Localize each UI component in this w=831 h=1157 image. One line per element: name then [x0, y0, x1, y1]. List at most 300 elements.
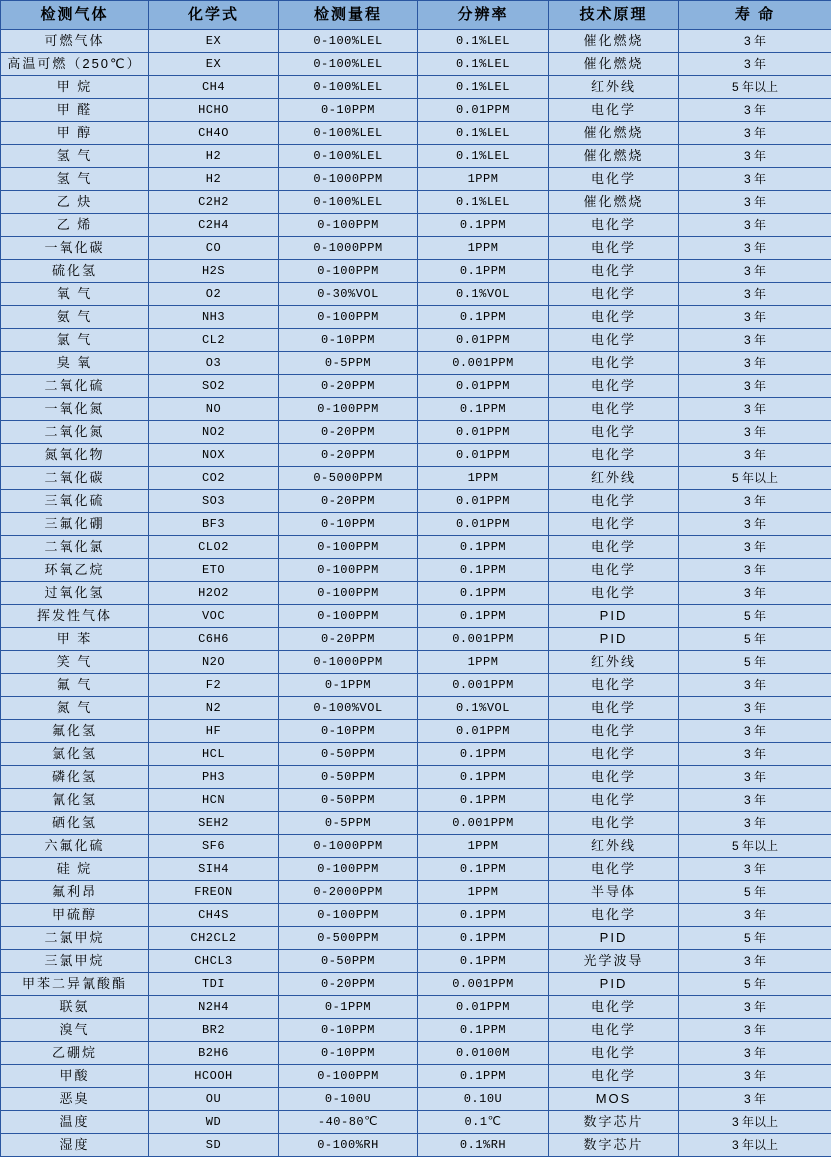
cell-range: 0-100PPM — [279, 260, 418, 283]
cell-gas: 硅 烷 — [1, 858, 149, 881]
cell-range: 0-100%LEL — [279, 53, 418, 76]
cell-range: 0-100%LEL — [279, 76, 418, 99]
cell-principle: 电化学 — [549, 697, 679, 720]
cell-resolution: 0.1PPM — [418, 214, 549, 237]
cell-formula: BR2 — [149, 1019, 279, 1042]
cell-lifetime: 3 年 — [679, 352, 831, 375]
cell-lifetime: 3 年 — [679, 697, 831, 720]
cell-resolution: 0.01PPM — [418, 99, 549, 122]
cell-range: -40-80℃ — [279, 1111, 418, 1134]
cell-principle: PID — [549, 605, 679, 628]
cell-gas: 氢 气 — [1, 145, 149, 168]
cell-formula: HCL — [149, 743, 279, 766]
cell-gas: 氯 气 — [1, 329, 149, 352]
cell-gas: 氟化氢 — [1, 720, 149, 743]
cell-principle: 红外线 — [549, 76, 679, 99]
table-row — [1, 329, 831, 352]
cell-range: 0-100PPM — [279, 858, 418, 881]
table-row — [1, 950, 831, 973]
cell-range: 0-10PPM — [279, 99, 418, 122]
cell-resolution: 0.1%LEL — [418, 191, 549, 214]
cell-resolution: 0.1PPM — [418, 605, 549, 628]
cell-range: 0-100%LEL — [279, 191, 418, 214]
table-row — [1, 1088, 831, 1111]
cell-lifetime: 5 年以上 — [679, 76, 831, 99]
cell-formula: FREON — [149, 881, 279, 904]
cell-formula: N2O — [149, 651, 279, 674]
table-row — [1, 260, 831, 283]
table-row — [1, 789, 831, 812]
cell-formula: CO — [149, 237, 279, 260]
cell-resolution: 0.1%RH — [418, 1134, 549, 1157]
table-row — [1, 697, 831, 720]
cell-range: 0-1PPM — [279, 996, 418, 1019]
cell-range: 0-5000PPM — [279, 467, 418, 490]
table-row — [1, 375, 831, 398]
cell-range: 0-100PPM — [279, 559, 418, 582]
cell-lifetime: 3 年 — [679, 858, 831, 881]
table-row — [1, 605, 831, 628]
cell-gas: 挥发性气体 — [1, 605, 149, 628]
cell-principle: 催化燃烧 — [549, 191, 679, 214]
cell-formula: CHCL3 — [149, 950, 279, 973]
cell-resolution: 0.1PPM — [418, 260, 549, 283]
cell-range: 0-100%LEL — [279, 145, 418, 168]
table-row — [1, 1111, 831, 1134]
cell-principle: PID — [549, 927, 679, 950]
cell-resolution: 0.1PPM — [418, 858, 549, 881]
cell-formula: HCHO — [149, 99, 279, 122]
cell-formula: HF — [149, 720, 279, 743]
table-row — [1, 582, 831, 605]
cell-formula: HCN — [149, 789, 279, 812]
cell-range: 0-30%VOL — [279, 283, 418, 306]
cell-principle: 红外线 — [549, 467, 679, 490]
cell-range: 0-100%RH — [279, 1134, 418, 1157]
cell-principle: 电化学 — [549, 904, 679, 927]
table-row — [1, 306, 831, 329]
cell-lifetime: 3 年 — [679, 260, 831, 283]
table-row — [1, 766, 831, 789]
cell-formula: B2H6 — [149, 1042, 279, 1065]
cell-principle: 电化学 — [549, 490, 679, 513]
cell-range: 0-500PPM — [279, 927, 418, 950]
cell-principle: 电化学 — [549, 352, 679, 375]
cell-principle: 电化学 — [549, 513, 679, 536]
cell-formula: SO3 — [149, 490, 279, 513]
cell-resolution: 0.1℃ — [418, 1111, 549, 1134]
cell-resolution: 0.1PPM — [418, 927, 549, 950]
cell-formula: ETO — [149, 559, 279, 582]
cell-principle: 电化学 — [549, 674, 679, 697]
table-row — [1, 881, 831, 904]
table-row — [1, 214, 831, 237]
cell-resolution: 0.01PPM — [418, 444, 549, 467]
cell-gas: 氯化氢 — [1, 743, 149, 766]
cell-formula: BF3 — [149, 513, 279, 536]
cell-resolution: 0.01PPM — [418, 375, 549, 398]
cell-range: 0-100PPM — [279, 536, 418, 559]
table-row — [1, 1134, 831, 1157]
cell-range: 0-50PPM — [279, 950, 418, 973]
cell-resolution: 0.01PPM — [418, 421, 549, 444]
cell-principle: 电化学 — [549, 168, 679, 191]
cell-gas: 二氯甲烷 — [1, 927, 149, 950]
table-row — [1, 145, 831, 168]
cell-formula: H2 — [149, 168, 279, 191]
table-row — [1, 490, 831, 513]
cell-gas: 甲 苯 — [1, 628, 149, 651]
cell-resolution: 1PPM — [418, 168, 549, 191]
cell-lifetime: 3 年 — [679, 237, 831, 260]
cell-lifetime: 3 年 — [679, 1065, 831, 1088]
table-row — [1, 536, 831, 559]
cell-formula: N2 — [149, 697, 279, 720]
cell-resolution: 1PPM — [418, 881, 549, 904]
table-row — [1, 122, 831, 145]
cell-resolution: 0.01PPM — [418, 490, 549, 513]
cell-formula: F2 — [149, 674, 279, 697]
cell-lifetime: 3 年 — [679, 490, 831, 513]
cell-formula: WD — [149, 1111, 279, 1134]
cell-range: 0-20PPM — [279, 444, 418, 467]
cell-resolution: 0.1%VOL — [418, 283, 549, 306]
cell-formula: SF6 — [149, 835, 279, 858]
cell-lifetime: 3 年 — [679, 559, 831, 582]
cell-principle: 数字芯片 — [549, 1111, 679, 1134]
table-row — [1, 720, 831, 743]
cell-range: 0-10PPM — [279, 720, 418, 743]
cell-gas: 氟 气 — [1, 674, 149, 697]
cell-lifetime: 3 年以上 — [679, 1134, 831, 1157]
cell-formula: CH4 — [149, 76, 279, 99]
cell-range: 0-50PPM — [279, 743, 418, 766]
cell-formula: SO2 — [149, 375, 279, 398]
cell-lifetime: 3 年 — [679, 1019, 831, 1042]
cell-principle: 红外线 — [549, 835, 679, 858]
cell-formula: C6H6 — [149, 628, 279, 651]
table-row — [1, 467, 831, 490]
cell-formula: CH4S — [149, 904, 279, 927]
cell-principle: 电化学 — [549, 743, 679, 766]
table-row — [1, 996, 831, 1019]
cell-resolution: 1PPM — [418, 467, 549, 490]
cell-resolution: 0.01PPM — [418, 720, 549, 743]
cell-lifetime: 3 年 — [679, 743, 831, 766]
column-header-formula: 化学式 — [149, 1, 279, 30]
cell-lifetime: 5 年以上 — [679, 467, 831, 490]
cell-range: 0-20PPM — [279, 973, 418, 996]
cell-lifetime: 3 年 — [679, 444, 831, 467]
cell-gas: 高温可燃（250℃） — [1, 53, 149, 76]
cell-formula: PH3 — [149, 766, 279, 789]
cell-resolution: 0.1PPM — [418, 306, 549, 329]
cell-resolution: 0.001PPM — [418, 812, 549, 835]
cell-formula: CH2CL2 — [149, 927, 279, 950]
cell-resolution: 0.1%LEL — [418, 145, 549, 168]
table-row — [1, 30, 831, 53]
cell-gas: 氮氧化物 — [1, 444, 149, 467]
table-row — [1, 398, 831, 421]
cell-principle: 电化学 — [549, 444, 679, 467]
cell-formula: O3 — [149, 352, 279, 375]
cell-range: 0-20PPM — [279, 421, 418, 444]
cell-range: 0-100PPM — [279, 306, 418, 329]
cell-lifetime: 3 年 — [679, 950, 831, 973]
cell-range: 0-5PPM — [279, 812, 418, 835]
cell-range: 0-100PPM — [279, 582, 418, 605]
cell-resolution: 0.001PPM — [418, 352, 549, 375]
cell-lifetime: 3 年 — [679, 375, 831, 398]
table-row — [1, 283, 831, 306]
cell-resolution: 0.1%LEL — [418, 53, 549, 76]
cell-range: 0-100PPM — [279, 904, 418, 927]
cell-principle: 电化学 — [549, 559, 679, 582]
cell-resolution: 0.1%LEL — [418, 30, 549, 53]
cell-lifetime: 3 年 — [679, 214, 831, 237]
cell-gas: 甲硫醇 — [1, 904, 149, 927]
cell-range: 0-100PPM — [279, 1065, 418, 1088]
cell-resolution: 0.1%LEL — [418, 122, 549, 145]
cell-gas: 三氯甲烷 — [1, 950, 149, 973]
cell-formula: EX — [149, 53, 279, 76]
table-header-row — [1, 1, 831, 30]
table-row — [1, 1042, 831, 1065]
cell-formula: NH3 — [149, 306, 279, 329]
cell-resolution: 0.001PPM — [418, 973, 549, 996]
cell-principle: 电化学 — [549, 812, 679, 835]
cell-principle: 电化学 — [549, 421, 679, 444]
cell-gas: 乙 炔 — [1, 191, 149, 214]
table-row — [1, 237, 831, 260]
cell-formula: SD — [149, 1134, 279, 1157]
table-row — [1, 513, 831, 536]
cell-range: 0-100%LEL — [279, 122, 418, 145]
cell-gas: 甲 醛 — [1, 99, 149, 122]
cell-formula: H2O2 — [149, 582, 279, 605]
cell-resolution: 0.001PPM — [418, 628, 549, 651]
cell-gas: 硒化氢 — [1, 812, 149, 835]
cell-resolution: 0.1PPM — [418, 743, 549, 766]
cell-lifetime: 3 年以上 — [679, 1111, 831, 1134]
cell-formula: CO2 — [149, 467, 279, 490]
cell-lifetime: 5 年 — [679, 605, 831, 628]
cell-lifetime: 5 年 — [679, 651, 831, 674]
cell-gas: 臭 氧 — [1, 352, 149, 375]
cell-range: 0-20PPM — [279, 375, 418, 398]
cell-range: 0-2000PPM — [279, 881, 418, 904]
cell-gas: 乙硼烷 — [1, 1042, 149, 1065]
cell-gas: 甲酸 — [1, 1065, 149, 1088]
cell-gas: 氮 气 — [1, 697, 149, 720]
cell-lifetime: 5 年 — [679, 881, 831, 904]
cell-gas: 湿度 — [1, 1134, 149, 1157]
cell-gas: 氨 气 — [1, 306, 149, 329]
cell-principle: PID — [549, 973, 679, 996]
cell-lifetime: 3 年 — [679, 398, 831, 421]
cell-principle: 催化燃烧 — [549, 145, 679, 168]
cell-formula: SIH4 — [149, 858, 279, 881]
cell-lifetime: 5 年 — [679, 973, 831, 996]
cell-formula: NO — [149, 398, 279, 421]
cell-principle: 电化学 — [549, 582, 679, 605]
cell-principle: 电化学 — [549, 766, 679, 789]
cell-principle: 电化学 — [549, 99, 679, 122]
cell-resolution: 0.001PPM — [418, 674, 549, 697]
table-row — [1, 421, 831, 444]
cell-lifetime: 3 年 — [679, 53, 831, 76]
cell-range: 0-10PPM — [279, 329, 418, 352]
table-row — [1, 1019, 831, 1042]
cell-resolution: 0.1%VOL — [418, 697, 549, 720]
table-row — [1, 191, 831, 214]
cell-gas: 过氧化氢 — [1, 582, 149, 605]
table-row — [1, 904, 831, 927]
cell-range: 0-100%LEL — [279, 30, 418, 53]
cell-gas: 溴气 — [1, 1019, 149, 1042]
cell-resolution: 0.01PPM — [418, 513, 549, 536]
cell-gas: 乙 烯 — [1, 214, 149, 237]
cell-gas: 一氧化碳 — [1, 237, 149, 260]
cell-principle: 半导体 — [549, 881, 679, 904]
cell-gas: 温度 — [1, 1111, 149, 1134]
cell-formula: C2H2 — [149, 191, 279, 214]
cell-gas: 环氧乙烷 — [1, 559, 149, 582]
cell-lifetime: 3 年 — [679, 30, 831, 53]
cell-formula: VOC — [149, 605, 279, 628]
cell-lifetime: 3 年 — [679, 1088, 831, 1111]
cell-principle: 电化学 — [549, 260, 679, 283]
cell-gas: 甲 醇 — [1, 122, 149, 145]
cell-formula: CL2 — [149, 329, 279, 352]
cell-gas: 甲苯二异氰酸酯 — [1, 973, 149, 996]
cell-range: 0-1PPM — [279, 674, 418, 697]
cell-lifetime: 3 年 — [679, 145, 831, 168]
cell-principle: PID — [549, 628, 679, 651]
cell-lifetime: 3 年 — [679, 766, 831, 789]
cell-gas: 三氧化硫 — [1, 490, 149, 513]
cell-principle: 电化学 — [549, 329, 679, 352]
cell-principle: 催化燃烧 — [549, 122, 679, 145]
cell-gas: 可燃气体 — [1, 30, 149, 53]
cell-resolution: 0.1PPM — [418, 536, 549, 559]
cell-gas: 氢 气 — [1, 168, 149, 191]
cell-lifetime: 3 年 — [679, 812, 831, 835]
cell-principle: 电化学 — [549, 375, 679, 398]
cell-formula: C2H4 — [149, 214, 279, 237]
cell-lifetime: 3 年 — [679, 421, 831, 444]
cell-lifetime: 5 年 — [679, 927, 831, 950]
cell-formula: NO2 — [149, 421, 279, 444]
cell-principle: 电化学 — [549, 398, 679, 421]
cell-resolution: 0.1PPM — [418, 1019, 549, 1042]
cell-formula: O2 — [149, 283, 279, 306]
table-row — [1, 858, 831, 881]
table-row — [1, 743, 831, 766]
cell-gas: 笑 气 — [1, 651, 149, 674]
cell-range: 0-10PPM — [279, 513, 418, 536]
table-row — [1, 628, 831, 651]
cell-lifetime: 3 年 — [679, 674, 831, 697]
table-row — [1, 76, 831, 99]
cell-lifetime: 3 年 — [679, 283, 831, 306]
cell-formula: SEH2 — [149, 812, 279, 835]
cell-principle: 光学波导 — [549, 950, 679, 973]
cell-range: 0-1000PPM — [279, 651, 418, 674]
table-row — [1, 168, 831, 191]
table-row — [1, 53, 831, 76]
cell-gas: 二氧化碳 — [1, 467, 149, 490]
cell-gas: 硫化氢 — [1, 260, 149, 283]
cell-principle: 电化学 — [549, 283, 679, 306]
cell-principle: 电化学 — [549, 858, 679, 881]
cell-resolution: 0.0100M — [418, 1042, 549, 1065]
cell-resolution: 0.1PPM — [418, 789, 549, 812]
cell-resolution: 1PPM — [418, 651, 549, 674]
cell-lifetime: 3 年 — [679, 789, 831, 812]
table-row — [1, 973, 831, 996]
cell-lifetime: 3 年 — [679, 99, 831, 122]
cell-lifetime: 3 年 — [679, 904, 831, 927]
cell-range: 0-1000PPM — [279, 168, 418, 191]
cell-resolution: 1PPM — [418, 237, 549, 260]
cell-resolution: 0.1%LEL — [418, 76, 549, 99]
table-row — [1, 444, 831, 467]
cell-gas: 恶臭 — [1, 1088, 149, 1111]
cell-gas: 二氧化氯 — [1, 536, 149, 559]
cell-formula: N2H4 — [149, 996, 279, 1019]
cell-resolution: 0.1PPM — [418, 582, 549, 605]
cell-lifetime: 3 年 — [679, 720, 831, 743]
cell-gas: 氰化氢 — [1, 789, 149, 812]
cell-principle: 电化学 — [549, 214, 679, 237]
cell-principle: 红外线 — [549, 651, 679, 674]
cell-range: 0-50PPM — [279, 789, 418, 812]
cell-lifetime: 5 年 — [679, 628, 831, 651]
cell-resolution: 0.1PPM — [418, 559, 549, 582]
cell-resolution: 1PPM — [418, 835, 549, 858]
cell-range: 0-100U — [279, 1088, 418, 1111]
cell-range: 0-50PPM — [279, 766, 418, 789]
table-row — [1, 674, 831, 697]
cell-principle: MOS — [549, 1088, 679, 1111]
cell-range: 0-100PPM — [279, 214, 418, 237]
cell-range: 0-1000PPM — [279, 835, 418, 858]
cell-gas: 甲 烷 — [1, 76, 149, 99]
cell-resolution: 0.01PPM — [418, 996, 549, 1019]
cell-range: 0-5PPM — [279, 352, 418, 375]
table-row — [1, 651, 831, 674]
cell-resolution: 0.1PPM — [418, 904, 549, 927]
cell-resolution: 0.1PPM — [418, 950, 549, 973]
table-body — [1, 30, 831, 1157]
cell-formula: H2S — [149, 260, 279, 283]
cell-lifetime: 3 年 — [679, 513, 831, 536]
cell-principle: 电化学 — [549, 536, 679, 559]
table-row — [1, 927, 831, 950]
cell-lifetime: 3 年 — [679, 122, 831, 145]
cell-principle: 数字芯片 — [549, 1134, 679, 1157]
cell-formula: CLO2 — [149, 536, 279, 559]
cell-gas: 六氟化硫 — [1, 835, 149, 858]
cell-lifetime: 3 年 — [679, 306, 831, 329]
cell-gas: 二氧化硫 — [1, 375, 149, 398]
column-header-lifetime: 寿 命 — [679, 1, 831, 30]
cell-principle: 电化学 — [549, 237, 679, 260]
cell-range: 0-20PPM — [279, 490, 418, 513]
cell-lifetime: 3 年 — [679, 191, 831, 214]
cell-range: 0-100PPM — [279, 605, 418, 628]
